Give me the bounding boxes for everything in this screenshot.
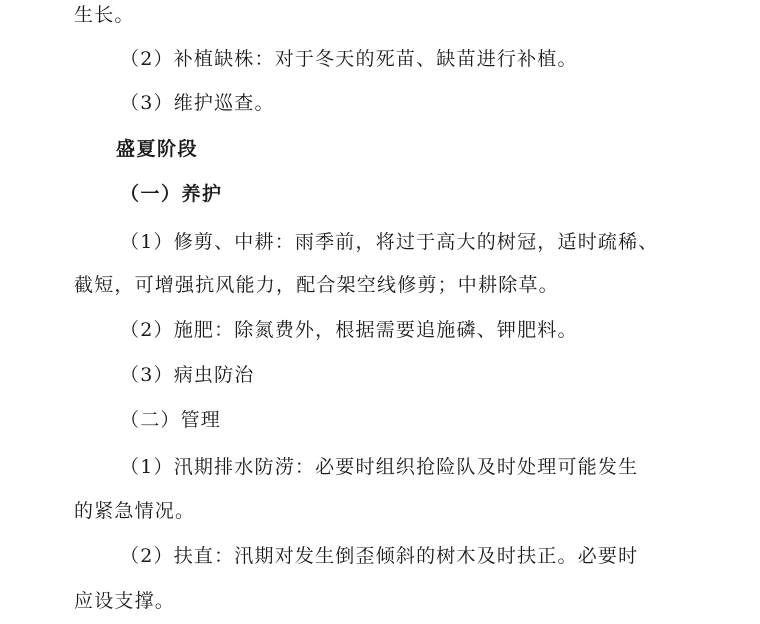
text-line-pruning-continued: 截短，可增强抗风能力，配合架空线修剪；中耕除草。	[74, 274, 559, 296]
subsection-heading-maintenance: （一）养护	[120, 183, 223, 205]
text-line-pruning: （1）修剪、中耕：雨季前，将过于高大的树冠，适时疏稀、	[120, 231, 659, 253]
text-line-pest-control: （3）病虫防治	[120, 364, 255, 386]
text-line-replant: （2）补植缺株：对于冬天的死苗、缺苗进行补植。	[120, 48, 578, 70]
text-line-fertilizing: （2）施肥：除氮费外，根据需要追施磷、钾肥料。	[120, 319, 578, 341]
text-line-flood-drainage: （1）汛期排水防涝：必要时组织抢险队及时处理可能发生	[120, 456, 639, 478]
subsection-heading-management: （二）管理	[120, 409, 222, 431]
text-line-continuation: 生长。	[74, 4, 135, 26]
text-line-straightening: （2）扶直：汛期对发生倒歪倾斜的树木及时扶正。必要时	[120, 545, 639, 567]
text-line-inspection: （3）维护巡查。	[120, 92, 275, 114]
text-line-straightening-continued: 应设支撑。	[74, 590, 176, 612]
text-line-flood-drainage-continued: 的紧急情况。	[74, 500, 196, 522]
section-heading-midsummer: 盛夏阶段	[116, 138, 199, 160]
